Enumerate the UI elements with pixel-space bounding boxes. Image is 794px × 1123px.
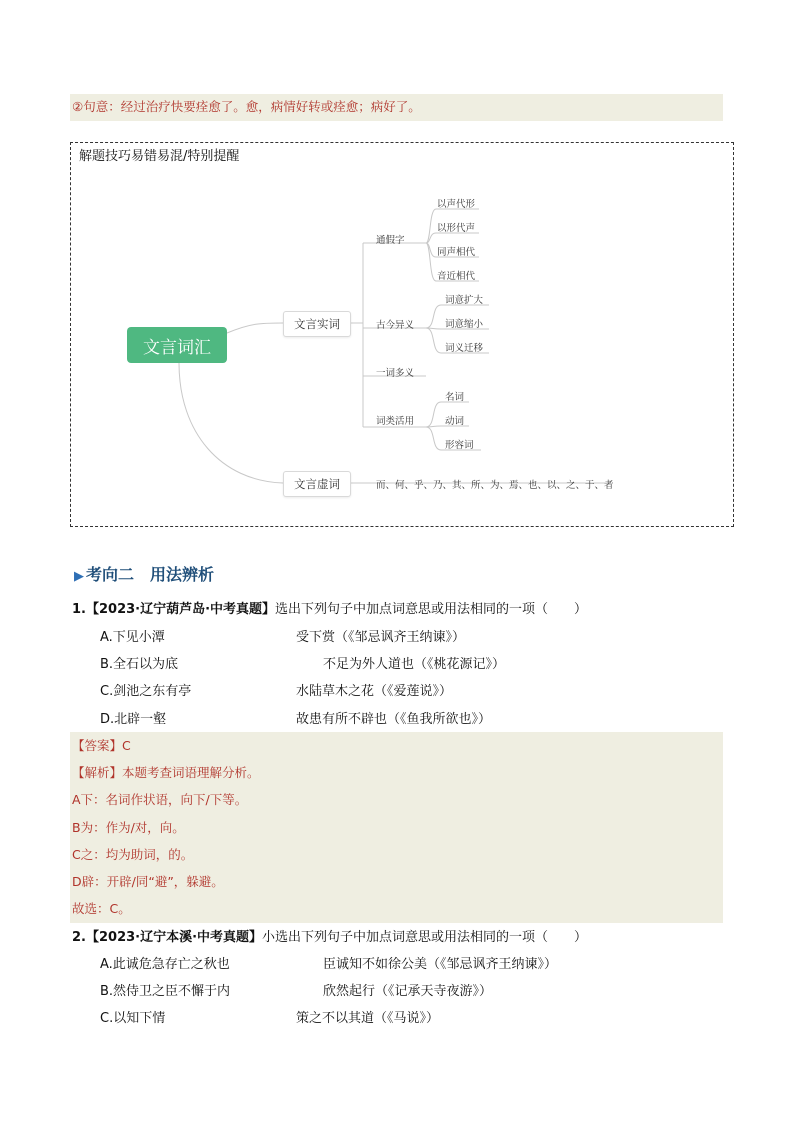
option-left: D.北辟一壑 (100, 712, 167, 727)
mindmap-leaf: 形容词 (445, 440, 474, 451)
option-right: 水陆草木之花（《爱莲说》） (296, 684, 453, 699)
mindmap-leaf: 名词 (445, 392, 465, 403)
question-number: 2. (72, 930, 86, 945)
mindmap-leaf: 以形代声 (437, 223, 476, 234)
question-number: 1. (72, 602, 86, 617)
section-heading (74, 562, 214, 585)
mindmap-sub-gujinyiyi: 古今异义 (376, 320, 415, 331)
option-left: B.全石以为底 (100, 657, 179, 672)
question-1-stem (72, 598, 587, 617)
tip-box-title: 解题技巧易错易混/特别提醒 (79, 149, 240, 164)
option-right: 策之不以其道（《马说》） (296, 1011, 440, 1026)
mindmap-leaf: 词意扩大 (445, 295, 484, 306)
analysis-line: 【解析】本题考查词语理解分析。 (72, 765, 260, 780)
mindmap-sub-cileihuoyong: 词类活用 (376, 416, 415, 427)
question-text: 小选出下列句子中加点词意思或用法相同的一项（ ） (262, 930, 588, 945)
mindmap-sub-yiciduoyi: 一词多义 (376, 368, 415, 379)
option-right: 故患有所不辟也（《鱼我所欲也》） (296, 712, 492, 727)
analysis-line: 故选：C。 (72, 901, 131, 916)
option-left: B.然侍卫之臣不懈于内 (100, 984, 231, 999)
mindmap-leaf: 词意缩小 (445, 319, 484, 330)
option-left: A.此诚危急存亡之秋也 (100, 957, 230, 972)
option-right: 欣然起行（《记承天寺夜游》） (323, 984, 493, 999)
section-heading-text: 考向二 用法辨析 (86, 565, 215, 584)
tip-box (70, 142, 734, 527)
analysis-line: D辟：开辟/同“避”，躲避。 (72, 874, 224, 889)
option-left: C.以知下情 (100, 1011, 166, 1026)
analysis-line: C之：均为助词，的。 (72, 847, 194, 862)
mindmap-function-word-list: 而、何、乎、乃、其、所、为、焉、也、以、之、于、者 (376, 480, 614, 491)
top-note: ②句意：经过治疗快要痊愈了。愈，病情好转或痊愈；病好了。 (72, 99, 421, 114)
option-right: 受下赏（《邹忌讽齐王纳谏》） (296, 630, 466, 645)
mindmap-leaf: 音近相代 (437, 271, 476, 282)
mindmap-leaf: 同声相代 (437, 247, 476, 258)
question-source-tag: 【2023·辽宁葫芦岛·中考真题】 (85, 602, 276, 617)
mindmap-sub-tongjiazi: 通假字 (376, 235, 405, 246)
mindmap-branch-function-words: 文言虚词 (283, 471, 351, 497)
mindmap-leaf: 以声代形 (437, 199, 476, 210)
option-right: 臣诚知不如徐公美（《邹忌讽齐王纳谏》） (323, 957, 558, 972)
mindmap-root-node: 文言词汇 (127, 327, 227, 363)
option-left: A.下见小潭 (100, 630, 165, 645)
analysis-line: A下：名词作状语，向下/下等。 (72, 792, 248, 807)
question-text: 选出下列句子中加点词意思或用法相同的一项（ ） (275, 602, 588, 617)
mindmap-leaf: 词义迁移 (445, 343, 484, 354)
play-triangle-icon: ▶ (74, 569, 84, 584)
mindmap-branch-content-words: 文言实词 (283, 311, 351, 337)
answer-text: 【答案】C (72, 738, 131, 753)
option-left: C.剑池之东有亭 (100, 684, 192, 699)
option-right: 不足为外人道也（《桃花源记》） (323, 657, 506, 672)
question-source-tag: 【2023·辽宁本溪·中考真题】 (85, 930, 263, 945)
question-2-stem (72, 926, 587, 945)
analysis-line: B为：作为/对，向。 (72, 820, 185, 835)
mindmap-leaf: 动词 (445, 416, 465, 427)
